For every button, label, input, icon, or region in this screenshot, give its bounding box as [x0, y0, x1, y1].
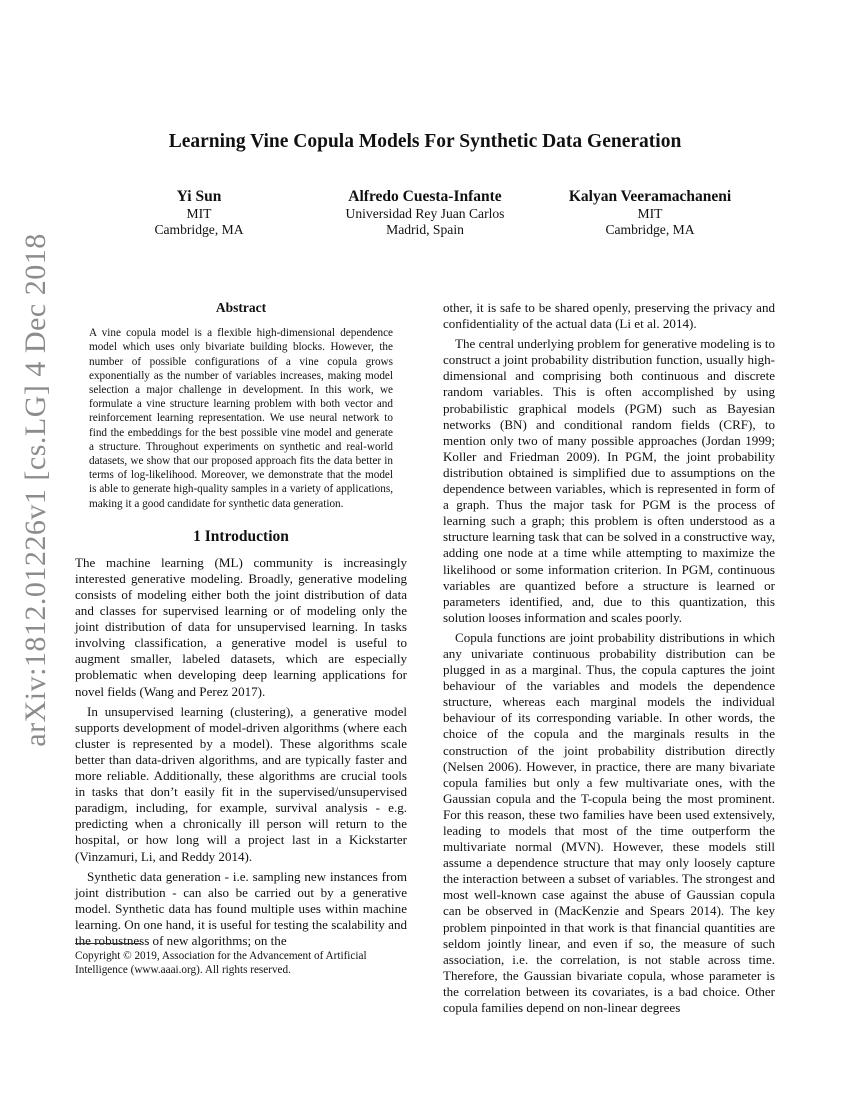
paragraph: other, it is safe to be shared openly, preserving the privacy and confidentiality of the actual data (Li et al. 2014). [443, 300, 775, 332]
author-name: Alfredo Cuesta-Infante [348, 188, 502, 205]
abstract-text: A vine copula model is a flexible high-dimensional dependence model which uses only bivariate building blocks. However, the number of possible configurations of a vine copula grows exponentially as the number of variables increases, making model selection a major challenge in development. In this work, we formulate a vine structure learning problem with both vector and reinforcement learning representation. We use neural network to find the embeddings for the best possible vine model and generate a structure. Throughout experiments on synthetic and real-world datasets, we show that our proposed approach fits the data better in terms of log-likelihood. Moreover, we demonstrate that the model is able to generate high-quality samples in a variety of applications, making it a good candidate for synthetic data generation. [89, 327, 393, 510]
author-affiliation: Universidad Rey Juan Carlos [345, 206, 505, 221]
footnote-rule [75, 943, 141, 944]
author-location: Cambridge, MA [605, 222, 695, 237]
author-affiliation: MIT [637, 206, 663, 221]
author-location: Madrid, Spain [386, 222, 464, 237]
arxiv-identifier-text: arXiv:1812.01226v1 [cs.LG] 4 Dec 2018 [19, 233, 52, 747]
author-block [530, 187, 770, 238]
paper-title: Learning Vine Copula Models For Synthetic Data Generation [168, 131, 682, 152]
author-block [305, 187, 545, 238]
paragraph: Copula functions are joint probability distributions in which any univariate continuous probability distribution can be plugged in as a marginal. Thus, the copula captures the joint behaviour of the variables and models the dependence structure, whereas each marginal models the individual behaviour of its corresponding variable. In other words, the choice of the copula and the marginals results in the construction of the joint probability distribution directly (Nelsen 2006). However, in practice, there are many bivariate copula families but only a few multivariate ones, with the Gaussian copula and the T-copula being the most prominent. For this reason, these two families have been used extensively, leading to models that most of the time outperform the multivariate normal (MVN). However, these models still assume a dependence structure that may only loosely capture the interaction between a subset of variables. The strongest and most well-known case against the abuse of Gaussian copula can be observed in (MacKenzie and Spears 2014). The key problem pinpointed in that work is that financial quantities are seldom jointly linear, and even if so, the measure of such association, i.e. the correlation, is not stable across time. Therefore, the Gaussian bivariate copula, whose parameter is the correlation between its covariates, is a bad choice. Other copula families depend on non-linear degrees [443, 629, 775, 1016]
author-name: Kalyan Veeramachaneni [568, 188, 732, 205]
author-name: Yi Sun [176, 188, 222, 205]
paragraph: In unsupervised learning (clustering), a generative model supports development of model-driven algorithms (where each cluster is represented by a model). These algorithms scale better than data-driven algorithms, and are typically faster and more reliable. Additionally, these algorithms are crucial tools in tasks that don’t easily fit in the supervised/unsupervised paradigm, including, for example, survival analysis - e.g. predicting when a chronically ill person will return to the hospital, or how long will a project last in a Kickstarter (Vinzamuri, Li, and Reddy 2014). [75, 703, 407, 864]
paragraph: Synthetic data generation - i.e. sampling new instances from joint distribution - can also be carried out by a generative model. Synthetic data has found multiple uses within machine learning. On one hand, it is useful for testing the scalability and the robustness of new algorithms; on the [75, 868, 407, 948]
arxiv-identifier-stamp [14, 233, 58, 747]
abstract-heading: Abstract [215, 300, 267, 315]
paragraph: The machine learning (ML) community is increasingly interested generative modeling. Broadly, generative modeling consists of modeling either both the joint distribution of data and classes for supervised learning or of modeling only the joint distribution of data for unsupervised learning. In tasks involving classification, a generative model is useful to augment smaller, labeled datasets, which are especially problematic when developing deep learning applications for novel fields (Wang and Perez 2017). [75, 554, 407, 699]
paragraph: The central underlying problem for generative modeling is to construct a joint probability distribution function, usually high-dimensional and comprising both continuous and discrete random variables. This is often accomplished by using probabilistic graphical models (PGM) such as Bayesian networks (BN) and conditional random fields (CRF), to mention only two of many possible approaches (Jordan 1999; Koller and Friedman 2009). In PGM, the joint probability distribution obtained is simplified due to assumptions on the dependence between variables, which is represented in form of a graph. Thus the major task for PGM is the process of learning such a graph; this problem is often understood as a structure learning task that can be solved in a constructive way, adding one node at a time while attempting to maximize the likelihood or some information criterion. In PGM, continuous variables are quantized before a structure is learned or parameters identified, and, due to this quantization, this solution looses information and scales poorly. [443, 336, 775, 625]
copyright-footnote: Copyright © 2019, Association for the Advancement of Artificial Intelligence (www.aaai.org). All rights reserved. [75, 950, 367, 976]
right-column [443, 300, 775, 1020]
left-column [75, 300, 407, 953]
author-location: Cambridge, MA [154, 222, 244, 237]
section-heading-introduction: 1 Introduction [193, 527, 289, 545]
author-block [79, 187, 319, 238]
author-affiliation: MIT [186, 206, 212, 221]
